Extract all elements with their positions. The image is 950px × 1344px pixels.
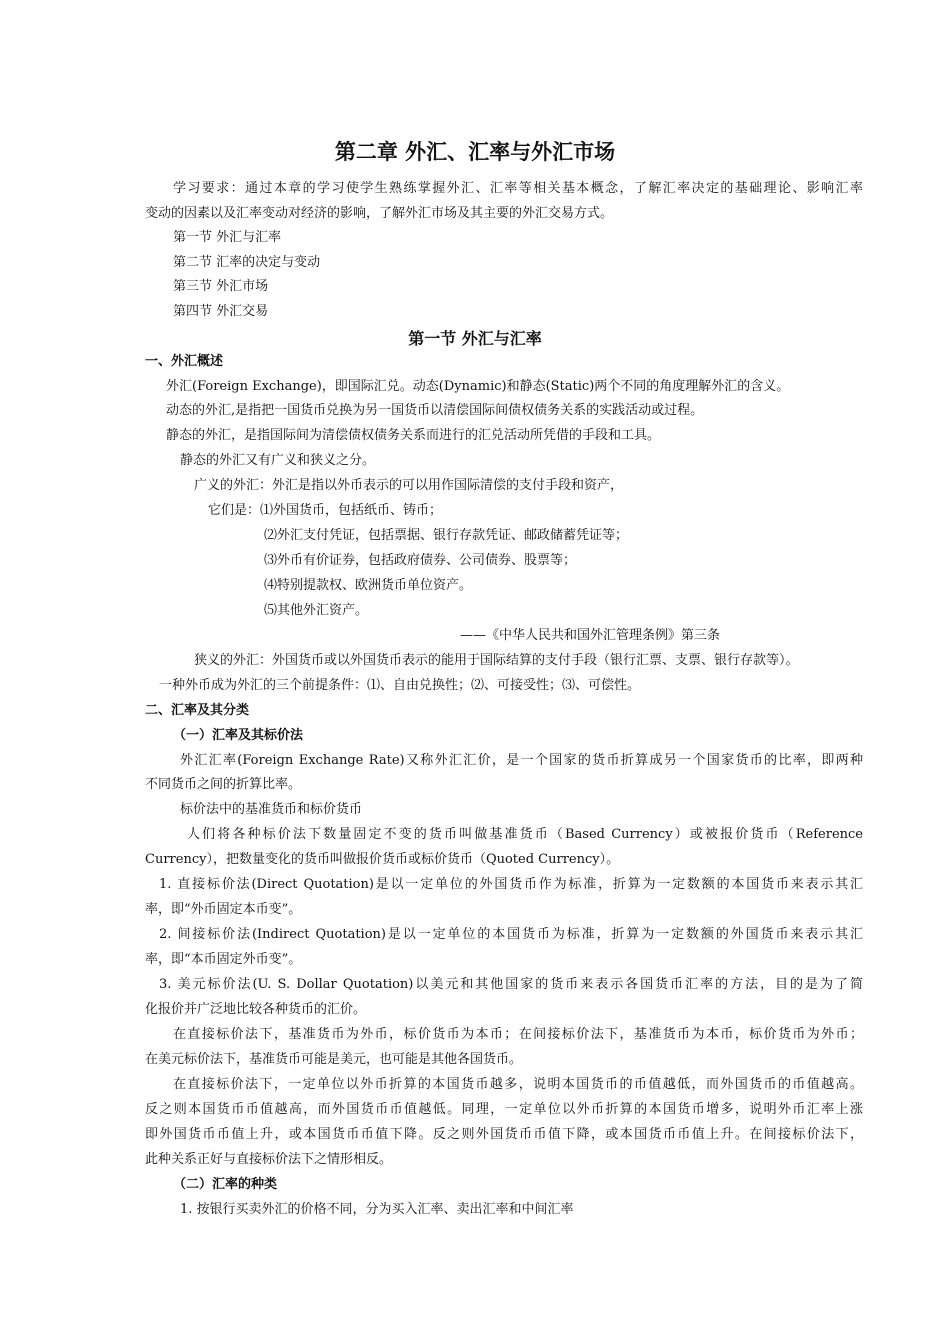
forex-paragraph-4: 静态的外汇又有广义和狭义之分。 [180,453,376,468]
base-currency-line-2: Currency），把数量变化的货币叫做报价货币或标价货币（Quoted Currency）。 [145,852,620,867]
toc-item-1: 第一节 外汇与汇率 [173,230,282,245]
forex-paragraph-1: 外汇(Foreign Exchange)，即国际汇兑。动态(Dynamic)和静态(Static)两个不同的角度理解外汇的含义。 [166,379,790,394]
requirements-line-2: 变动的因素以及汇率变动对经济的影响，了解外汇市场及其主要的外汇交易方式。 [145,206,614,221]
forex-list-item-2: ⑵外汇支付凭证，包括票据、银行存款凭证、邮政储蓄凭证等； [264,528,629,543]
usd-quotation-line-1: 3. 美元标价法(U. S. Dollar Quotation)以美元和其他国家的货币来表示各国货币汇率的方法，目的是为了简 [159,977,863,992]
forex-list-item-1: 它们是：⑴外国货币，包括纸币、铸币； [208,503,443,518]
forex-list-item-3: ⑶外币有价证券，包括政府债券、公司债券、股票等； [264,553,577,568]
comparison-line-2: 在美元标价法下，基准货币可能是美元，也可能是其他各国货币。 [145,1052,523,1067]
subheading-rate-types: （二）汇率的种类 [173,1177,278,1192]
relation-line-4: 此种关系正好与直接标价法下之情形相反。 [145,1152,393,1167]
comparison-line-1: 在直接标价法下，基准货币为外币，标价货币为本币；在间接标价法下，基准货币为本币，标价货币为外币； [173,1027,863,1042]
indirect-quotation-line-1: 2. 间接标价法(Indirect Quotation)是以一定单位的本国货币为标准，折算为一定数额的外国货币来表示其汇 [159,927,863,942]
forex-paragraph-3: 静态的外汇，是指国际间为清偿债权债务关系而进行的汇兑活动所凭借的手段和工具。 [166,428,661,443]
direct-quotation-line-1: 1. 直接标价法(Direct Quotation)是以一定单位的外国货币作为标准，折算为一定数额的本国货币来表示其汇 [159,877,863,892]
relation-line-1: 在直接标价法下，一定单位以外币折算的本国货币越多，说明本国货币的币值越低，而外国货币的币值越高。 [173,1077,863,1092]
direct-quotation-line-2: 率，即“外币固定本币变”。 [145,902,302,917]
section-title: 第一节 外汇与汇率 [408,329,542,348]
forex-broad-definition: 广义的外汇：外汇是指以外币表示的可以用作国际清偿的支付手段和资产， [194,478,624,493]
relation-line-3: 即外国货币币值上升，或本国货币币值下降。反之则外国货币币值下降，或本国货币币值上升。在间接标价法下， [145,1127,863,1142]
toc-item-2: 第二节 汇率的决定与变动 [173,255,321,270]
toc-item-4: 第四节 外汇交易 [173,304,269,319]
forex-conditions: 一种外币成为外汇的三个前提条件：⑴、自由兑换性；⑵、可接受性；⑶、可偿性。 [159,678,641,693]
base-currency-line-1: 人们将各种标价法下数量固定不变的货币叫做基准货币（Based Currency）或被报价货币（Reference [187,827,863,842]
rate-definition-line-1: 外汇汇率(Foreign Exchange Rate)又称外汇汇价，是一个国家的货币折算成另一个国家货币的比率，即两种 [180,753,863,768]
forex-list-item-5: ⑸其他外汇资产。 [264,603,369,618]
subheading-quotation-methods: （一）汇率及其标价法 [173,728,304,743]
rate-types-item-1: 1. 按银行买卖外汇的价格不同，分为买入汇率、卖出汇率和中间汇率 [180,1202,574,1217]
forex-paragraph-2: 动态的外汇,是指把一国货币兑换为另一国货币以清偿国际间债权债务关系的实践活动或过程。 [166,403,704,418]
base-quote-heading: 标价法中的基准货币和标价货币 [180,802,363,817]
heading-exchange-rate: 二、汇率及其分类 [145,703,250,718]
indirect-quotation-line-2: 率，即“本币固定外币变”。 [145,952,302,967]
toc-item-3: 第三节 外汇市场 [173,279,269,294]
usd-quotation-line-2: 化报价并广泛地比较各种货币的汇价。 [145,1002,367,1017]
forex-narrow-definition: 狭义的外汇：外国货币或以外国货币表示的能用于国际结算的支付手段（银行汇票、支票、银行存款等）。 [194,653,799,668]
relation-line-2: 反之则本国货币币值越高，而外国货币币值越低。同理，一定单位以外币折算的本国货币增多，说明外币汇率上涨 [145,1102,863,1117]
chapter-title: 第二章 外汇、汇率与外汇市场 [334,140,616,164]
regulation-citation: ——《中华人民共和国外汇管理条例》第三条 [460,628,721,643]
requirements-line-1: 学习要求：通过本章的学习使学生熟练掌握外汇、汇率等相关基本概念，了解汇率决定的基础理论、影响汇率 [173,181,863,196]
forex-list-item-4: ⑷特别提款权、欧洲货币单位资产。 [264,578,473,593]
heading-forex-overview: 一、外汇概述 [145,354,224,369]
rate-definition-line-2: 不同货币之间的折算比率。 [145,777,302,792]
